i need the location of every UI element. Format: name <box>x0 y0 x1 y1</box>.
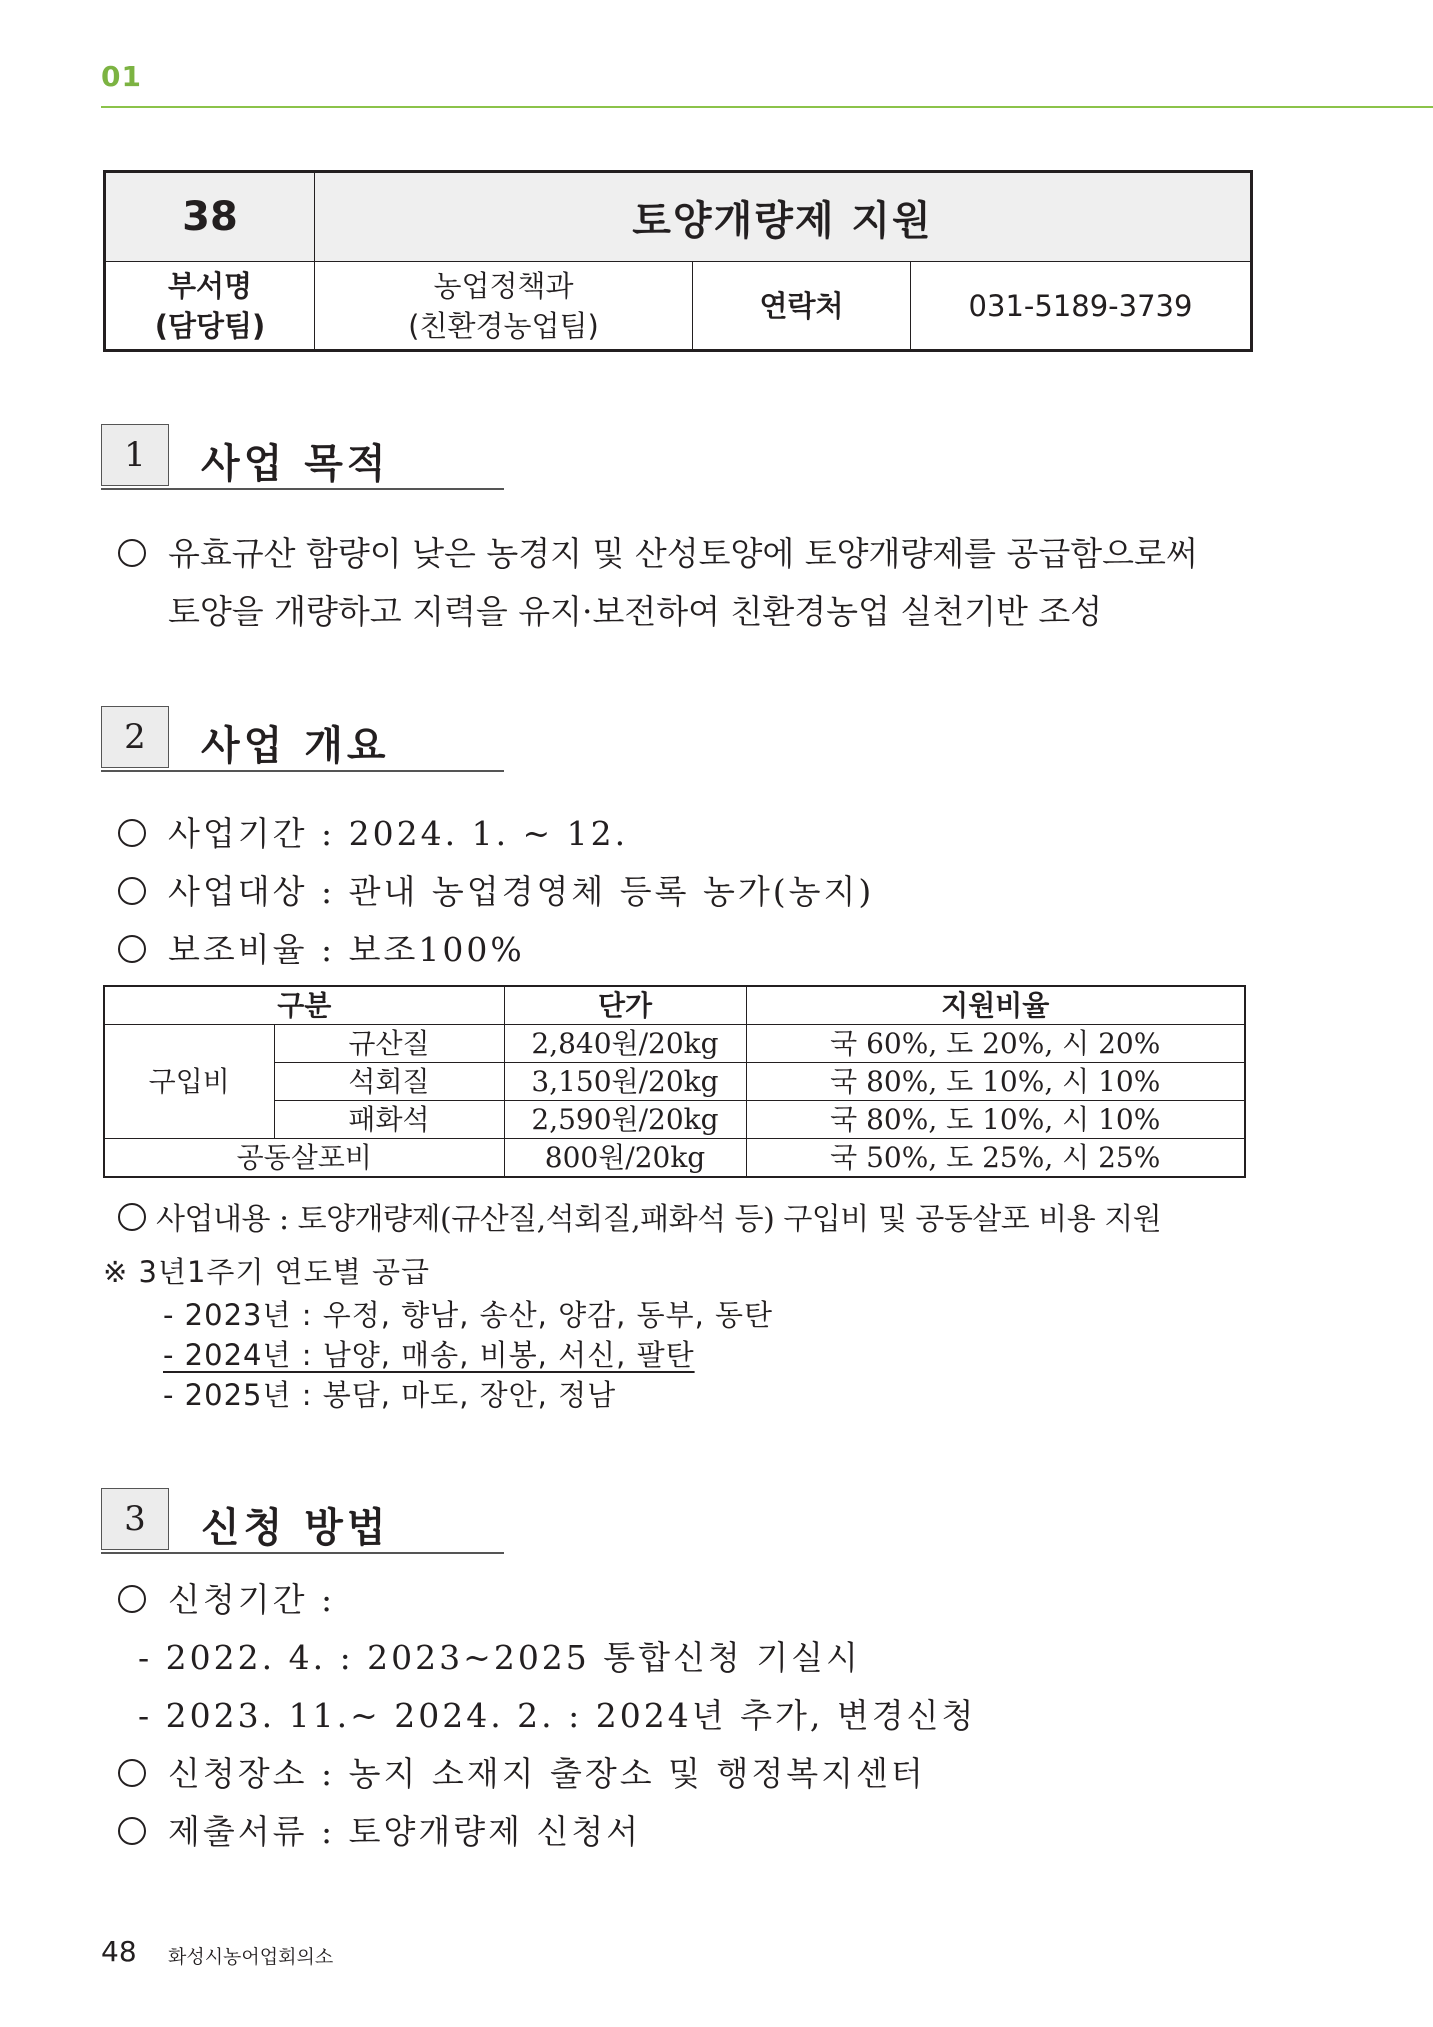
table-header: 단가 <box>504 986 746 1025</box>
purpose-line-2: 토양을 개량하고 지력을 유지·보전하여 친환경농업 실천기반 조성 <box>168 592 1103 631</box>
ratio-cell: 국 80%, 도 10%, 시 10% <box>746 1101 1245 1139</box>
overview-content: 사업내용 : 토양개량제(규산질,석회질,패화석 등) 구입비 및 공동살포 비용 지원 <box>118 1194 1161 1238</box>
application-place: 신청장소 : 농지 소재지 출장소 및 행정복지센터 <box>118 1748 926 1795</box>
group-label: 구입비 <box>104 1025 274 1139</box>
section-title: 사업 개요 <box>201 723 390 769</box>
bullet-circle-icon <box>118 539 146 567</box>
year-2025: - 2025년 : 봉담, 마도, 장안, 정남 <box>163 1378 617 1412</box>
overview-period: 사업기간 : 2024. 1. ~ 12. <box>118 808 628 855</box>
application-period: 신청기간 : <box>118 1574 335 1621</box>
bullet-circle-icon <box>118 1759 146 1787</box>
table-row <box>104 1139 1245 1178</box>
price-cell: 3,150원/20kg <box>504 1063 746 1101</box>
section-header-overview <box>101 706 504 772</box>
chapter-divider <box>101 106 1433 108</box>
table-header: 구분 <box>104 986 504 1025</box>
section-number: 1 <box>101 424 169 486</box>
supply-cycle-note: ※ 3년1주기 연도별 공급 <box>103 1255 430 1289</box>
dept-label: 부서명 (담당팀) <box>105 262 315 351</box>
price-cell: 2,840원/20kg <box>504 1025 746 1063</box>
program-title: 토양개량제 지원 <box>315 172 1252 262</box>
section-title: 신청 방법 <box>201 1505 390 1551</box>
bullet-circle-icon <box>118 935 146 963</box>
table-header: 지원비율 <box>746 986 1245 1025</box>
price-cell: 800원/20kg <box>504 1139 746 1178</box>
item-cell: 공동살포비 <box>104 1139 504 1178</box>
section-header-application <box>101 1488 504 1554</box>
bullet-circle-icon <box>118 1585 146 1613</box>
dept-value: 농업정책과 (친환경농업팀) <box>315 262 693 351</box>
ratio-cell: 국 80%, 도 10%, 시 10% <box>746 1063 1245 1101</box>
application-sub-2: - 2023. 11.~ 2024. 2. : 2024년 추가, 변경신청 <box>138 1696 977 1735</box>
section-header-purpose <box>101 424 504 490</box>
program-header-table <box>103 170 1253 352</box>
overview-target: 사업대상 : 관내 농업경영체 등록 농가(농지) <box>118 866 874 913</box>
application-docs: 제출서류 : 토양개량제 신청서 <box>118 1806 641 1853</box>
price-table <box>103 985 1246 1178</box>
contact-value: 031-5189-3739 <box>911 262 1252 351</box>
application-sub-1: - 2022. 4. : 2023~2025 통합신청 기실시 <box>138 1638 861 1677</box>
year-2023: - 2023년 : 우정, 향남, 송산, 양감, 동부, 동탄 <box>163 1298 774 1332</box>
price-cell: 2,590원/20kg <box>504 1101 746 1139</box>
ratio-cell: 국 50%, 도 25%, 시 25% <box>746 1139 1245 1178</box>
overview-rate: 보조비율 : 보조100% <box>118 924 525 971</box>
page-number: 48 <box>101 1935 137 1968</box>
section-title: 사업 목적 <box>201 441 390 487</box>
table-row <box>104 1063 1245 1101</box>
section-number: 2 <box>101 706 169 768</box>
table-row <box>104 1025 1245 1063</box>
chapter-number: 01 <box>101 60 142 93</box>
bullet-circle-icon <box>118 1817 146 1845</box>
bullet-circle-icon <box>118 877 146 905</box>
item-cell: 석회질 <box>274 1063 504 1101</box>
contact-label: 연락처 <box>693 262 911 351</box>
bullet-circle-icon <box>118 1203 146 1231</box>
purpose-line-1: 유효규산 함량이 낮은 농경지 및 산성토양에 토양개량제를 공급함으로써 <box>118 528 1198 575</box>
item-cell: 패화석 <box>274 1101 504 1139</box>
bullet-circle-icon <box>118 819 146 847</box>
program-number: 38 <box>105 172 315 262</box>
table-row <box>104 1101 1245 1139</box>
ratio-cell: 국 60%, 도 20%, 시 20% <box>746 1025 1245 1063</box>
item-cell: 규산질 <box>274 1025 504 1063</box>
year-2024: - 2024년 : 남양, 매송, 비봉, 서신, 팔탄 <box>163 1338 695 1372</box>
footer-organization: 화성시농어업회의소 <box>168 1946 334 1968</box>
section-number: 3 <box>101 1488 169 1550</box>
